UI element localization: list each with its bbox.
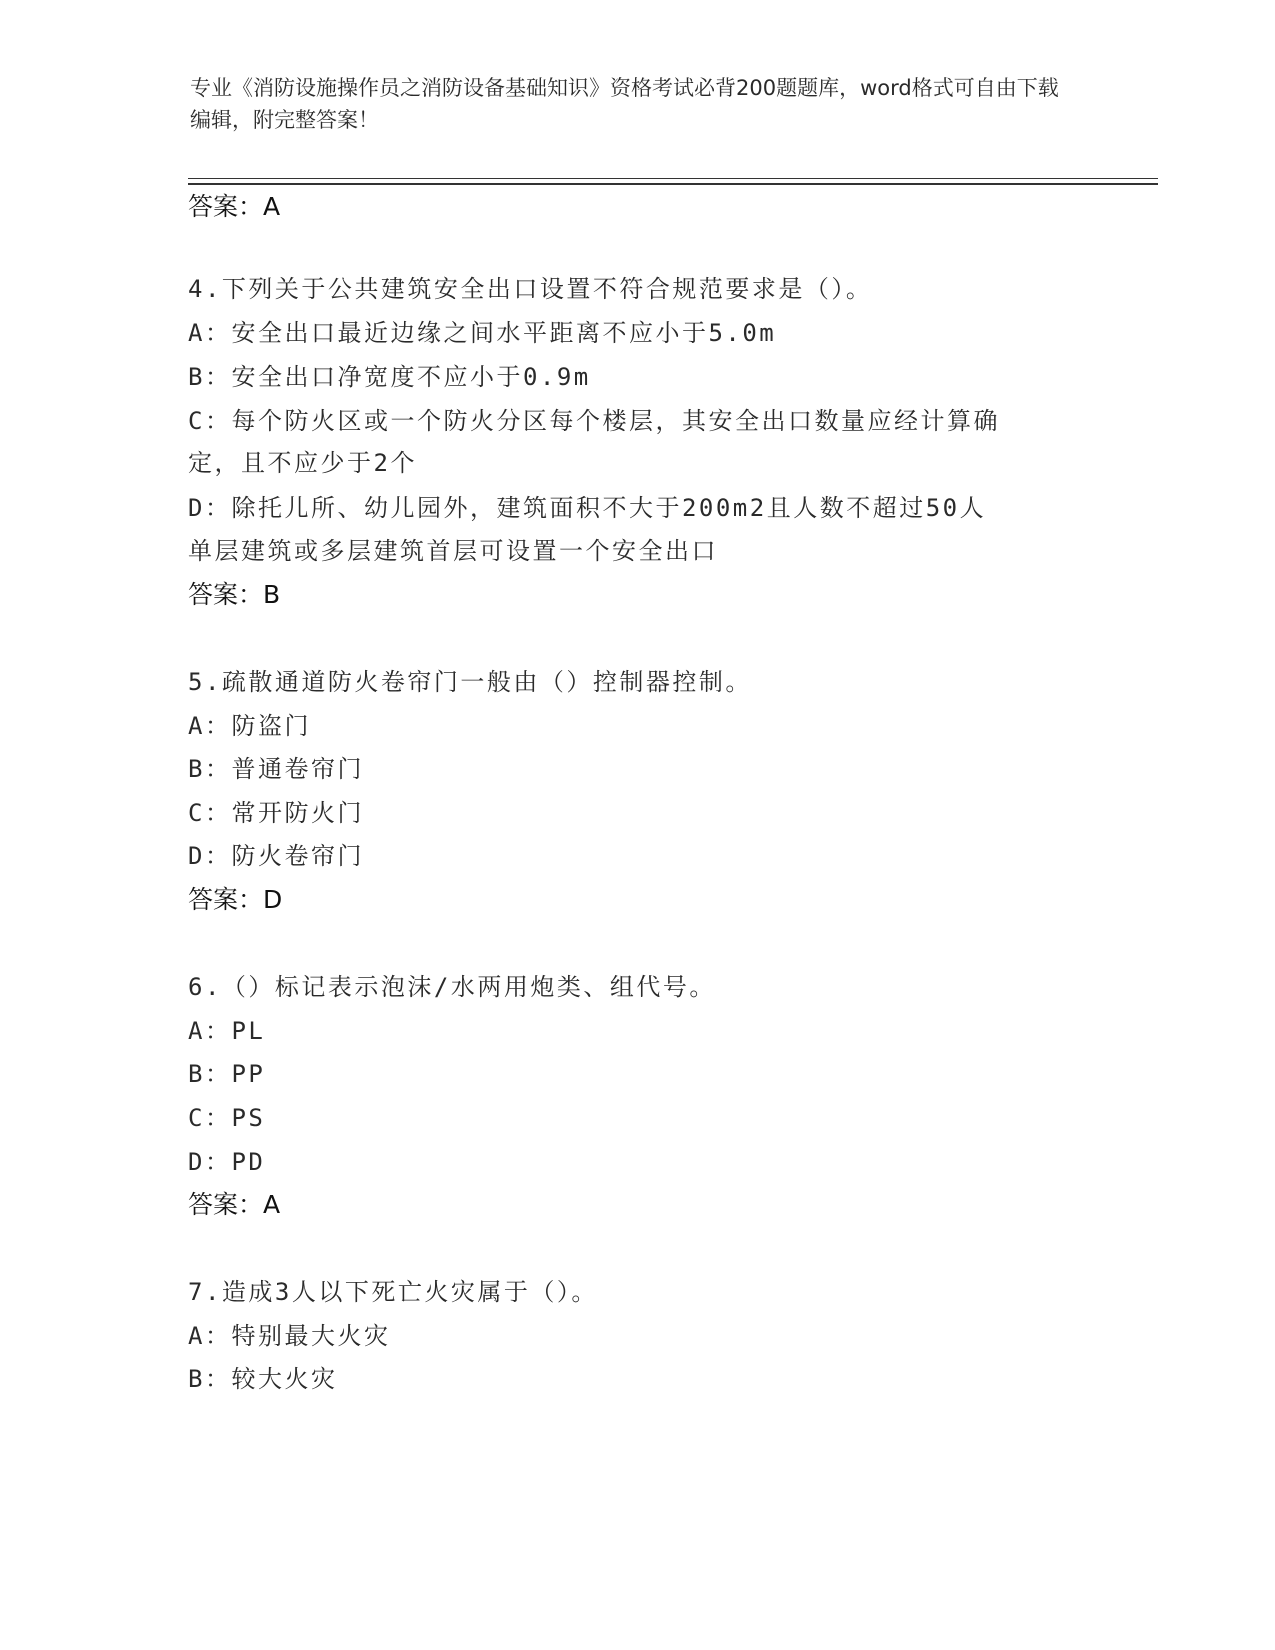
question-4-stem: 4.下列关于公共建筑安全出口设置不符合规范要求是（）。 <box>188 275 873 303</box>
header-divider-thick <box>188 183 1158 185</box>
question-7-stem: 7.造成3人以下死亡火灾属于（）。 <box>188 1278 598 1306</box>
question-4-option-d-cont: 单层建筑或多层建筑首层可设置一个安全出口 <box>188 537 718 565</box>
question-4-answer: 答案：B <box>188 580 281 609</box>
question-4-option-c: C：每个防火区或一个防火分区每个楼层，其安全出口数量应经计算确 <box>188 407 1000 435</box>
question-4-option-b: B：安全出口净宽度不应小于0.9m <box>188 363 591 391</box>
question-5-option-b: B：普通卷帘门 <box>188 755 364 783</box>
question-6-option-c: C：PS <box>188 1104 266 1132</box>
document-intro: 专业《消防设施操作员之消防设备基础知识》资格考试必背200题题库，word格式可自由下载编辑，附完整答案！ <box>190 76 1059 132</box>
header-divider-thin <box>188 178 1158 179</box>
question-4-option-d: D：除托儿所、幼儿园外，建筑面积不大于200m2且人数不超过50人 <box>188 494 987 522</box>
question-5-option-c: C：常开防火门 <box>188 799 364 827</box>
question-4-option-a: A：安全出口最近边缘之间水平距离不应小于5.0m <box>188 319 777 347</box>
question-5-answer: 答案：D <box>188 885 283 914</box>
question-6-option-b: B：PP <box>188 1060 266 1088</box>
question-7-option-a: A：特别最大火灾 <box>188 1322 391 1350</box>
question-4-option-c-cont: 定，且不应少于2个 <box>188 449 417 477</box>
question-6-answer: 答案：A <box>188 1190 281 1219</box>
question-5-stem: 5.疏散通道防火卷帘门一般由（）控制器控制。 <box>188 668 752 696</box>
question-6-stem: 6.（）标记表示泡沫/水两用炮类、组代号。 <box>188 973 716 1001</box>
question-5-option-d: D：防火卷帘门 <box>188 842 364 870</box>
question-5-option-a: A：防盗门 <box>188 712 311 740</box>
answer-previous: 答案：A <box>188 192 281 221</box>
question-7-option-b: B：较大火灾 <box>188 1365 338 1393</box>
question-6-option-a: A：PL <box>188 1017 266 1045</box>
question-6-option-d: D：PD <box>188 1148 266 1176</box>
